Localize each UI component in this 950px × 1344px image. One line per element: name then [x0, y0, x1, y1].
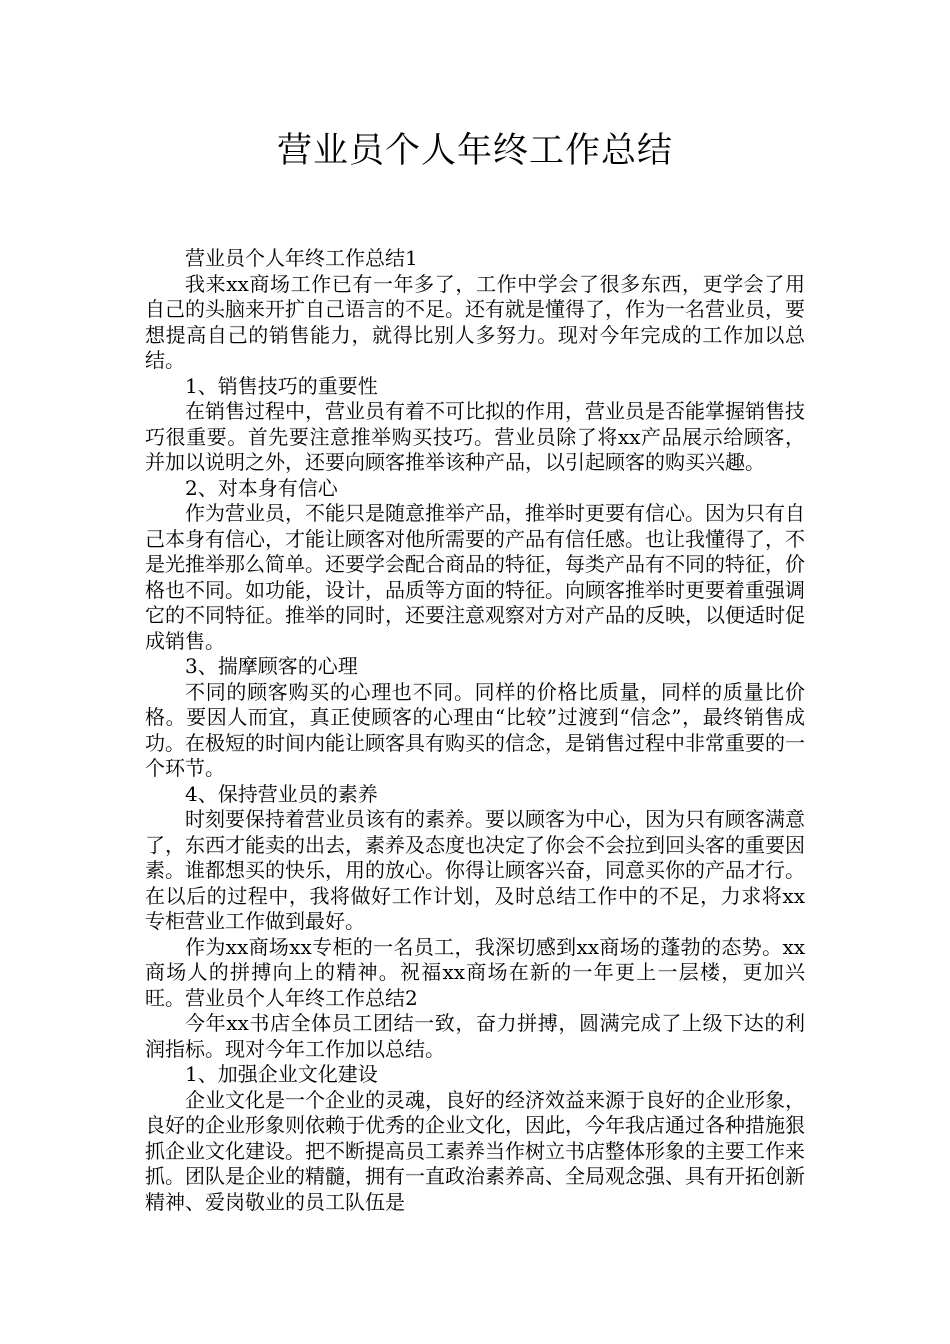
paragraph-subheading: 2、对本身有信心: [185, 475, 338, 500]
document-body: [145, 246, 805, 1215]
paragraph-subheading: 3、揣摩顾客的心理: [185, 654, 358, 678]
paragraph: 作为营业员，不能只是随意推举产品，推举时更要有信心。因为只有自己本身有信心，才能让顾客对他所需要的产品有信任感。也让我懂得了，不是光推举那么简单。还要学会配合商品的特征，每类产品有不同的特征，价格也不同。如功能，设计，品质等方面的特征。向顾客推举时更要着重强调它的不同特征。推举的同时，还要注意观察对方对产品的反映，以便适时促成销售。: [145, 501, 805, 653]
paragraph: 作为xx商场xx专柜的一名员工，我深切感到xx商场的蓬勃的态势。xx商场人的拼搏向上的精神。祝福xx商场在新的一年更上一层楼，更加兴旺。营业员个人年终工作总结2: [145, 934, 805, 1010]
paragraph-subheading: 4、保持营业员的素养: [185, 781, 378, 806]
paragraph: 不同的顾客购买的心理也不同。同样的价格比质量，同样的质量比价格。要因人而宜，真正使顾客的心理由“比较”过渡到“信念”，最终销售成功。在极短的时间内能让顾客具有购买的信念，是销售过程中非常重要的一个环节。: [145, 679, 805, 780]
paragraph-section-heading-1: 营业员个人年终工作总结1: [185, 246, 418, 270]
paragraph: 企业文化是一个企业的灵魂，良好的经济效益来源于良好的企业形象，良好的企业形象则依赖于优秀的企业文化，因此，今年我店通过各种措施狠抓企业文化建设。把不断提高员工素养当作树立书店整体形象的主要工作来抓。团队是企业的精髓，拥有一直政治素养高、全局观念强、具有开拓创新精神、爱岗敬业的员工队伍是: [145, 1087, 805, 1214]
paragraph-subheading: 1、销售技巧的重要性: [185, 373, 378, 398]
paragraph: 时刻要保持着营业员该有的素养。要以顾客为中心，因为只有顾客满意了，东西才能卖的出去，素养及态度也决定了你会不会拉到回头客的重要因素。谁都想买的快乐，用的放心。你得让顾客兴奋，同意买你的产品才行。在以后的过程中，我将做好工作计划，及时总结工作中的不足，力求将xx专柜营业工作做到最好。: [145, 807, 805, 933]
paragraph: 今年xx书店全体员工团结一致，奋力拼搏，圆满完成了上级下达的利润指标。现对今年工作加以总结。: [145, 1011, 805, 1061]
document-title: 营业员个人年终工作总结: [276, 131, 673, 171]
paragraph: 在销售过程中，营业员有着不可比拟的作用，营业员是否能掌握销售技巧很重要。首先要注意推举购买技巧。营业员除了将xx产品展示给顾客，并加以说明之外，还要向顾客推举该种产品，以引起顾客的购买兴趣。: [145, 399, 805, 474]
paragraph: 我来xx商场工作已有一年多了，工作中学会了很多东西，更学会了用自己的头脑来开扩自己语言的不足。还有就是懂得了，作为一名营业员，要想提高自己的销售能力，就得比别人多努力。现对今年完成的工作加以总结。: [145, 271, 805, 372]
paragraph-subheading: 1、加强企业文化建设: [185, 1062, 378, 1086]
